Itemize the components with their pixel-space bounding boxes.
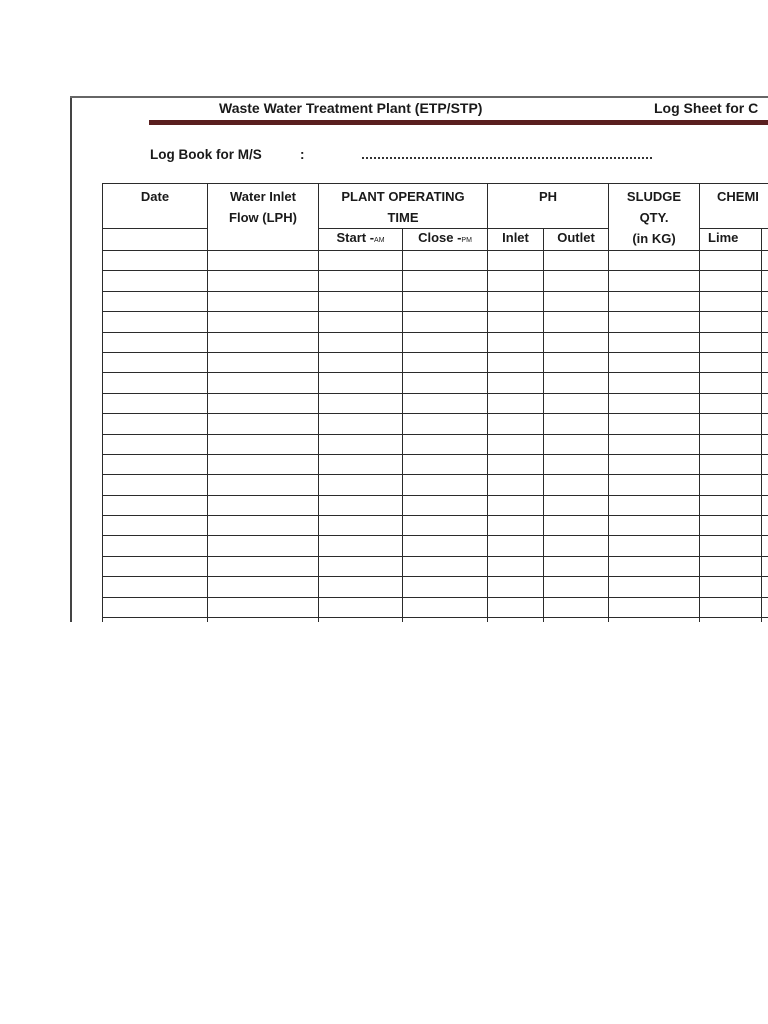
cell-close	[403, 597, 488, 617]
cell-start	[319, 618, 403, 622]
table-row	[103, 556, 768, 576]
cell-lime	[700, 291, 762, 311]
cell-close	[403, 373, 488, 393]
cell-ph-outlet	[544, 393, 609, 413]
cell-date	[103, 373, 208, 393]
table-row	[103, 495, 768, 515]
cell-date	[103, 577, 208, 597]
cell-start	[319, 373, 403, 393]
cell-water-inlet	[208, 312, 319, 332]
cell-ph-outlet	[544, 373, 609, 393]
cell-chemical-2	[762, 495, 768, 515]
cell-close	[403, 556, 488, 576]
cell-chemical-2	[762, 454, 768, 474]
table-row	[103, 454, 768, 474]
cell-sludge	[609, 597, 700, 617]
cell-water-inlet	[208, 414, 319, 434]
cell-start	[319, 251, 403, 271]
cell-chemical-2	[762, 556, 768, 576]
header-plant-operating-time: PLANT OPERATING TIME	[319, 184, 488, 229]
cell-start	[319, 291, 403, 311]
cell-ph-inlet	[488, 373, 544, 393]
cell-chemical-2	[762, 414, 768, 434]
cell-start	[319, 454, 403, 474]
subheader-date-blank	[103, 229, 208, 251]
cell-ph-outlet	[544, 516, 609, 536]
table-row	[103, 352, 768, 372]
cell-water-inlet	[208, 597, 319, 617]
cell-start	[319, 434, 403, 454]
cell-close	[403, 434, 488, 454]
cell-water-inlet	[208, 516, 319, 536]
sheet-left-border	[70, 96, 72, 622]
cell-water-inlet	[208, 373, 319, 393]
cell-ph-inlet	[488, 516, 544, 536]
cell-sludge	[609, 434, 700, 454]
cell-water-inlet	[208, 618, 319, 622]
cell-sludge	[609, 536, 700, 556]
cell-ph-inlet	[488, 536, 544, 556]
cell-start	[319, 332, 403, 352]
cell-lime	[700, 434, 762, 454]
cell-lime	[700, 373, 762, 393]
cell-lime	[700, 414, 762, 434]
cell-ph-inlet	[488, 618, 544, 622]
table-row	[103, 516, 768, 536]
cell-ph-inlet	[488, 454, 544, 474]
cell-lime	[700, 352, 762, 372]
cell-start	[319, 271, 403, 291]
cell-chemical-2	[762, 577, 768, 597]
cell-date	[103, 536, 208, 556]
cell-date	[103, 516, 208, 536]
logbook-label: Log Book for M/S	[150, 147, 262, 162]
cell-close	[403, 516, 488, 536]
table-header-row	[103, 184, 768, 229]
cell-start	[319, 597, 403, 617]
cell-lime	[700, 516, 762, 536]
cell-sludge	[609, 516, 700, 536]
cell-ph-inlet	[488, 291, 544, 311]
cell-close	[403, 618, 488, 622]
table-row	[103, 373, 768, 393]
cell-ph-outlet	[544, 352, 609, 372]
cell-sludge	[609, 251, 700, 271]
cell-sludge	[609, 312, 700, 332]
cell-date	[103, 291, 208, 311]
cell-ph-inlet	[488, 352, 544, 372]
cell-sludge	[609, 454, 700, 474]
log-table	[102, 183, 768, 622]
cell-start	[319, 352, 403, 372]
cell-ph-inlet	[488, 556, 544, 576]
cell-water-inlet	[208, 271, 319, 291]
table-row	[103, 475, 768, 495]
cell-start	[319, 414, 403, 434]
table-row	[103, 618, 768, 622]
cell-sludge	[609, 393, 700, 413]
cell-ph-outlet	[544, 577, 609, 597]
cell-ph-outlet	[544, 271, 609, 291]
cell-close	[403, 454, 488, 474]
cell-lime	[700, 618, 762, 622]
cell-date	[103, 618, 208, 622]
cell-ph-outlet	[544, 536, 609, 556]
table-row	[103, 414, 768, 434]
cell-ph-outlet	[544, 291, 609, 311]
cell-water-inlet	[208, 434, 319, 454]
cell-ph-inlet	[488, 495, 544, 515]
cell-ph-outlet	[544, 414, 609, 434]
cell-sludge	[609, 332, 700, 352]
header-date: Date	[103, 184, 208, 229]
cell-start	[319, 536, 403, 556]
cell-ph-inlet	[488, 475, 544, 495]
cell-sludge	[609, 495, 700, 515]
cell-sludge	[609, 271, 700, 291]
cell-start	[319, 312, 403, 332]
table-row	[103, 577, 768, 597]
cell-ph-outlet	[544, 556, 609, 576]
cell-date	[103, 597, 208, 617]
cell-date	[103, 352, 208, 372]
cell-chemical-2	[762, 291, 768, 311]
subheader-chemical-2	[762, 229, 768, 251]
cell-chemical-2	[762, 434, 768, 454]
header-water-inlet: Water Inlet Flow (LPH)	[208, 184, 319, 251]
cell-ph-inlet	[488, 312, 544, 332]
cell-ph-inlet	[488, 414, 544, 434]
table-row	[103, 291, 768, 311]
table-row	[103, 332, 768, 352]
cell-ph-inlet	[488, 577, 544, 597]
cell-close	[403, 271, 488, 291]
cell-date	[103, 556, 208, 576]
header-ph: PH	[488, 184, 609, 229]
subheader-start: Start -AM	[319, 229, 403, 251]
cell-ph-outlet	[544, 475, 609, 495]
cell-lime	[700, 271, 762, 291]
cell-chemical-2	[762, 516, 768, 536]
cell-ph-inlet	[488, 393, 544, 413]
cell-water-inlet	[208, 352, 319, 372]
cell-close	[403, 393, 488, 413]
log-sheet	[70, 96, 768, 622]
cell-date	[103, 312, 208, 332]
cell-chemical-2	[762, 393, 768, 413]
subheader-close: Close -PM	[403, 229, 488, 251]
cell-ph-outlet	[544, 312, 609, 332]
cell-date	[103, 434, 208, 454]
log-sheet-title: Log Sheet for C	[654, 100, 759, 116]
cell-start	[319, 556, 403, 576]
cell-ph-inlet	[488, 251, 544, 271]
document-title: Waste Water Treatment Plant (ETP/STP)	[219, 100, 483, 116]
cell-start	[319, 475, 403, 495]
cell-sludge	[609, 291, 700, 311]
cell-chemical-2	[762, 312, 768, 332]
cell-lime	[700, 393, 762, 413]
cell-lime	[700, 332, 762, 352]
cell-close	[403, 352, 488, 372]
cell-close	[403, 251, 488, 271]
cell-close	[403, 332, 488, 352]
cell-water-inlet	[208, 536, 319, 556]
header-sludge-qty: SLUDGE QTY. (in KG)	[609, 184, 700, 251]
cell-chemical-2	[762, 618, 768, 622]
cell-ph-inlet	[488, 332, 544, 352]
cell-lime	[700, 556, 762, 576]
cell-sludge	[609, 373, 700, 393]
subheader-ph-inlet: Inlet	[488, 229, 544, 251]
table-row	[103, 312, 768, 332]
table-body	[103, 251, 768, 623]
table-row	[103, 251, 768, 271]
cell-close	[403, 536, 488, 556]
cell-ph-inlet	[488, 434, 544, 454]
cell-close	[403, 495, 488, 515]
cell-sludge	[609, 414, 700, 434]
subheader-ph-outlet: Outlet	[544, 229, 609, 251]
cell-chemical-2	[762, 597, 768, 617]
cell-date	[103, 454, 208, 474]
cell-ph-outlet	[544, 434, 609, 454]
cell-date	[103, 251, 208, 271]
cell-ph-outlet	[544, 454, 609, 474]
cell-lime	[700, 312, 762, 332]
cell-water-inlet	[208, 332, 319, 352]
table-row	[103, 393, 768, 413]
cell-lime	[700, 251, 762, 271]
title-rule	[149, 120, 768, 125]
cell-date	[103, 414, 208, 434]
cell-start	[319, 393, 403, 413]
cell-chemical-2	[762, 251, 768, 271]
cell-chemical-2	[762, 475, 768, 495]
cell-sludge	[609, 618, 700, 622]
cell-start	[319, 495, 403, 515]
table-row	[103, 434, 768, 454]
cell-close	[403, 312, 488, 332]
cell-lime	[700, 597, 762, 617]
cell-ph-inlet	[488, 597, 544, 617]
subheader-lime: Lime	[700, 229, 762, 251]
header-chemical: CHEMI	[700, 184, 768, 229]
cell-water-inlet	[208, 251, 319, 271]
cell-chemical-2	[762, 352, 768, 372]
cell-chemical-2	[762, 536, 768, 556]
cell-sludge	[609, 577, 700, 597]
cell-lime	[700, 495, 762, 515]
cell-date	[103, 475, 208, 495]
cell-ph-outlet	[544, 618, 609, 622]
cell-start	[319, 516, 403, 536]
cell-date	[103, 495, 208, 515]
cell-chemical-2	[762, 271, 768, 291]
table-row	[103, 271, 768, 291]
cell-close	[403, 577, 488, 597]
cell-lime	[700, 454, 762, 474]
cell-ph-outlet	[544, 495, 609, 515]
cell-ph-outlet	[544, 597, 609, 617]
cell-lime	[700, 577, 762, 597]
table-row	[103, 597, 768, 617]
cell-close	[403, 475, 488, 495]
cell-lime	[700, 536, 762, 556]
cell-chemical-2	[762, 332, 768, 352]
cell-lime	[700, 475, 762, 495]
cell-date	[103, 332, 208, 352]
cell-water-inlet	[208, 556, 319, 576]
cell-close	[403, 414, 488, 434]
cell-ph-outlet	[544, 332, 609, 352]
cell-start	[319, 577, 403, 597]
cell-water-inlet	[208, 454, 319, 474]
cell-water-inlet	[208, 577, 319, 597]
sheet-top-border	[70, 96, 768, 98]
cell-sludge	[609, 556, 700, 576]
cell-date	[103, 393, 208, 413]
cell-water-inlet	[208, 475, 319, 495]
logbook-colon: :	[300, 147, 305, 162]
cell-sludge	[609, 475, 700, 495]
cell-water-inlet	[208, 393, 319, 413]
logbook-fill-line	[362, 157, 652, 159]
cell-close	[403, 291, 488, 311]
cell-date	[103, 271, 208, 291]
table-row	[103, 536, 768, 556]
cell-ph-outlet	[544, 251, 609, 271]
cell-chemical-2	[762, 373, 768, 393]
cell-water-inlet	[208, 495, 319, 515]
cell-ph-inlet	[488, 271, 544, 291]
cell-water-inlet	[208, 291, 319, 311]
cell-sludge	[609, 352, 700, 372]
